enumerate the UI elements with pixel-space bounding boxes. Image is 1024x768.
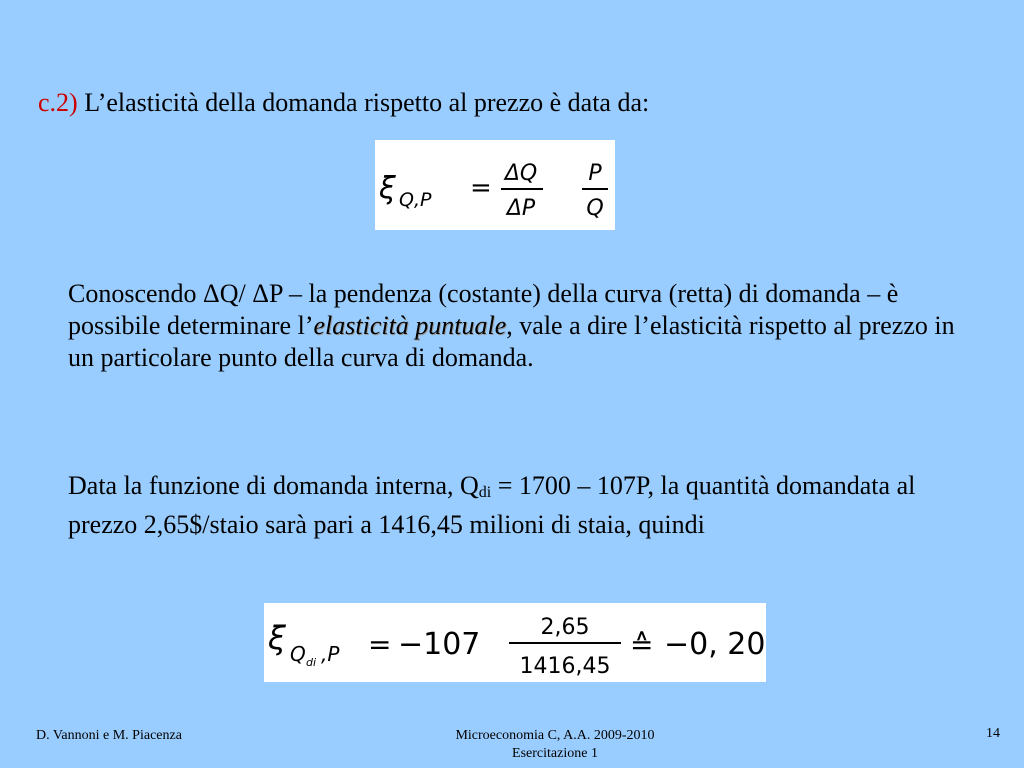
formula1-frac1-numerator: ΔQ	[504, 161, 538, 186]
formula2-coefficient: −107	[398, 627, 481, 662]
formula1-frac1-denominator: ΔP	[506, 196, 536, 221]
footer-authors: D. Vannoni e M. Piacenza	[36, 728, 182, 743]
footer-course-line1: Microeconomia C, A.A. 2009-2010	[455, 728, 655, 743]
formula2-subscript-q: Q	[290, 642, 306, 666]
formula2-subscript-p: ,P	[321, 642, 340, 666]
page-number: 14	[986, 726, 1000, 741]
formula2-symbol: ξ	[268, 619, 286, 657]
formula1-equals: =	[470, 173, 492, 203]
formula1-subscript: Q,P	[399, 189, 432, 211]
formula1-symbol: ξ	[379, 171, 396, 206]
footer-course	[405, 727, 705, 763]
slide-heading	[38, 88, 649, 118]
paragraph2-text-after: = 1700 – 107P, la quantità domandata al prezzo 2,65$/staio sarà pari a 1416,45 milioni di staia, quindi	[68, 471, 916, 539]
formula2-result: −0, 20	[664, 627, 766, 662]
formula2-approx-sign: ≙	[630, 628, 654, 661]
footer-course-line2: Esercitazione 1	[512, 746, 598, 761]
paragraph2-text-before: Data la funzione di domanda interna, Q	[68, 471, 479, 500]
formula1-frac2-numerator: P	[588, 161, 602, 186]
paragraph1-text-before: Conoscendo ΔQ/ ΔP – la pendenza (costante) della curva (retta) di domanda – è possibile determinare l’	[68, 279, 899, 340]
heading-text: L’elasticità della domanda rispetto al prezzo è data da:	[77, 88, 650, 117]
section-tag: c.2)	[38, 88, 78, 117]
elasticity-calculation	[264, 603, 766, 682]
formula2-subscript-di: di	[306, 656, 317, 669]
formula2-equals: =	[368, 628, 392, 661]
paragraph2-subscript: di	[478, 484, 492, 501]
formula1-frac2-denominator: Q	[586, 196, 604, 221]
elasticity-formula	[375, 140, 615, 230]
paragraph1-emphasis: elasticità puntuale	[313, 311, 507, 340]
paragraph-demand-function	[68, 470, 958, 541]
formula2-fraction-numerator: 2,65	[540, 615, 590, 640]
paragraph1-text-after: , vale a dire l’elasticità rispetto al prezzo in un particolare punto della curva di domanda.	[68, 311, 955, 372]
formula2-fraction-denominator: 1416,45	[519, 654, 611, 679]
paragraph-point-elasticity	[68, 278, 958, 374]
